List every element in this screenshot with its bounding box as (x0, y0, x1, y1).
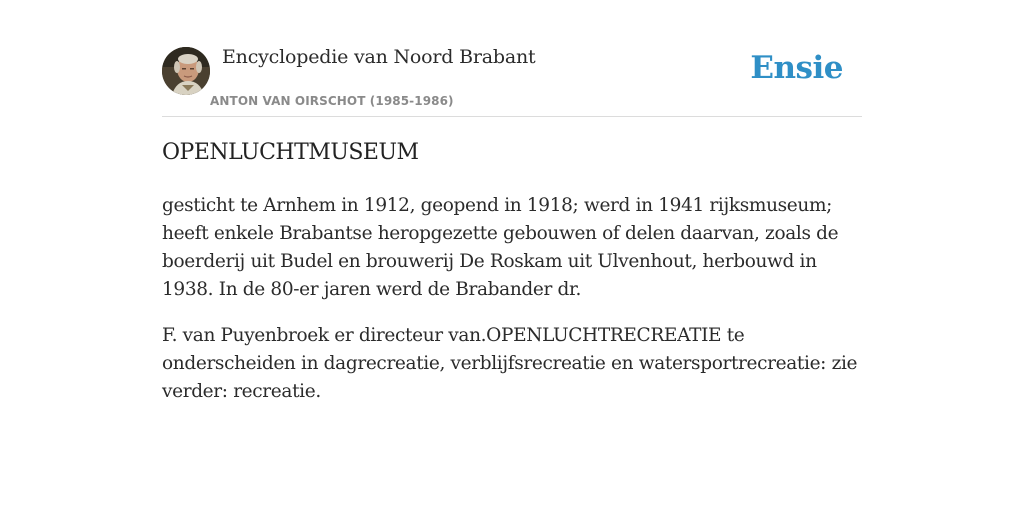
avatar-portrait-image (162, 47, 210, 95)
author-avatar[interactable] (162, 47, 210, 95)
ensie-logo[interactable]: Ensie (750, 50, 843, 86)
encyclopedia-title[interactable]: Encyclopedie van Noord Brabant (222, 46, 536, 68)
header (162, 44, 862, 117)
entry-body (162, 192, 867, 424)
entry-title: OPENLUCHTMUSEUM (162, 140, 419, 165)
entry-paragraph: gesticht te Arnhem in 1912, geopend in 1918; werd in 1941 rijksmuseum; heeft enkele Brabantse heropgezette gebouwen of delen daarvan, zoals de boerderij uit Budel en brouwerij De Roskam uit Ulvenhout, herbouwd in 1938. In de 80-er jaren werd de Brabander dr. (162, 195, 839, 300)
author-name[interactable]: ANTON VAN OIRSCHOT (1985-1986) (210, 94, 454, 108)
entry-paragraph: F. van Puyenbroek er directeur van.OPENLUCHTRECREATIE te onderscheiden in dagrecreatie, verblijfsrecreatie en watersportrecreatie: zie verder: recreatie. (162, 325, 858, 402)
